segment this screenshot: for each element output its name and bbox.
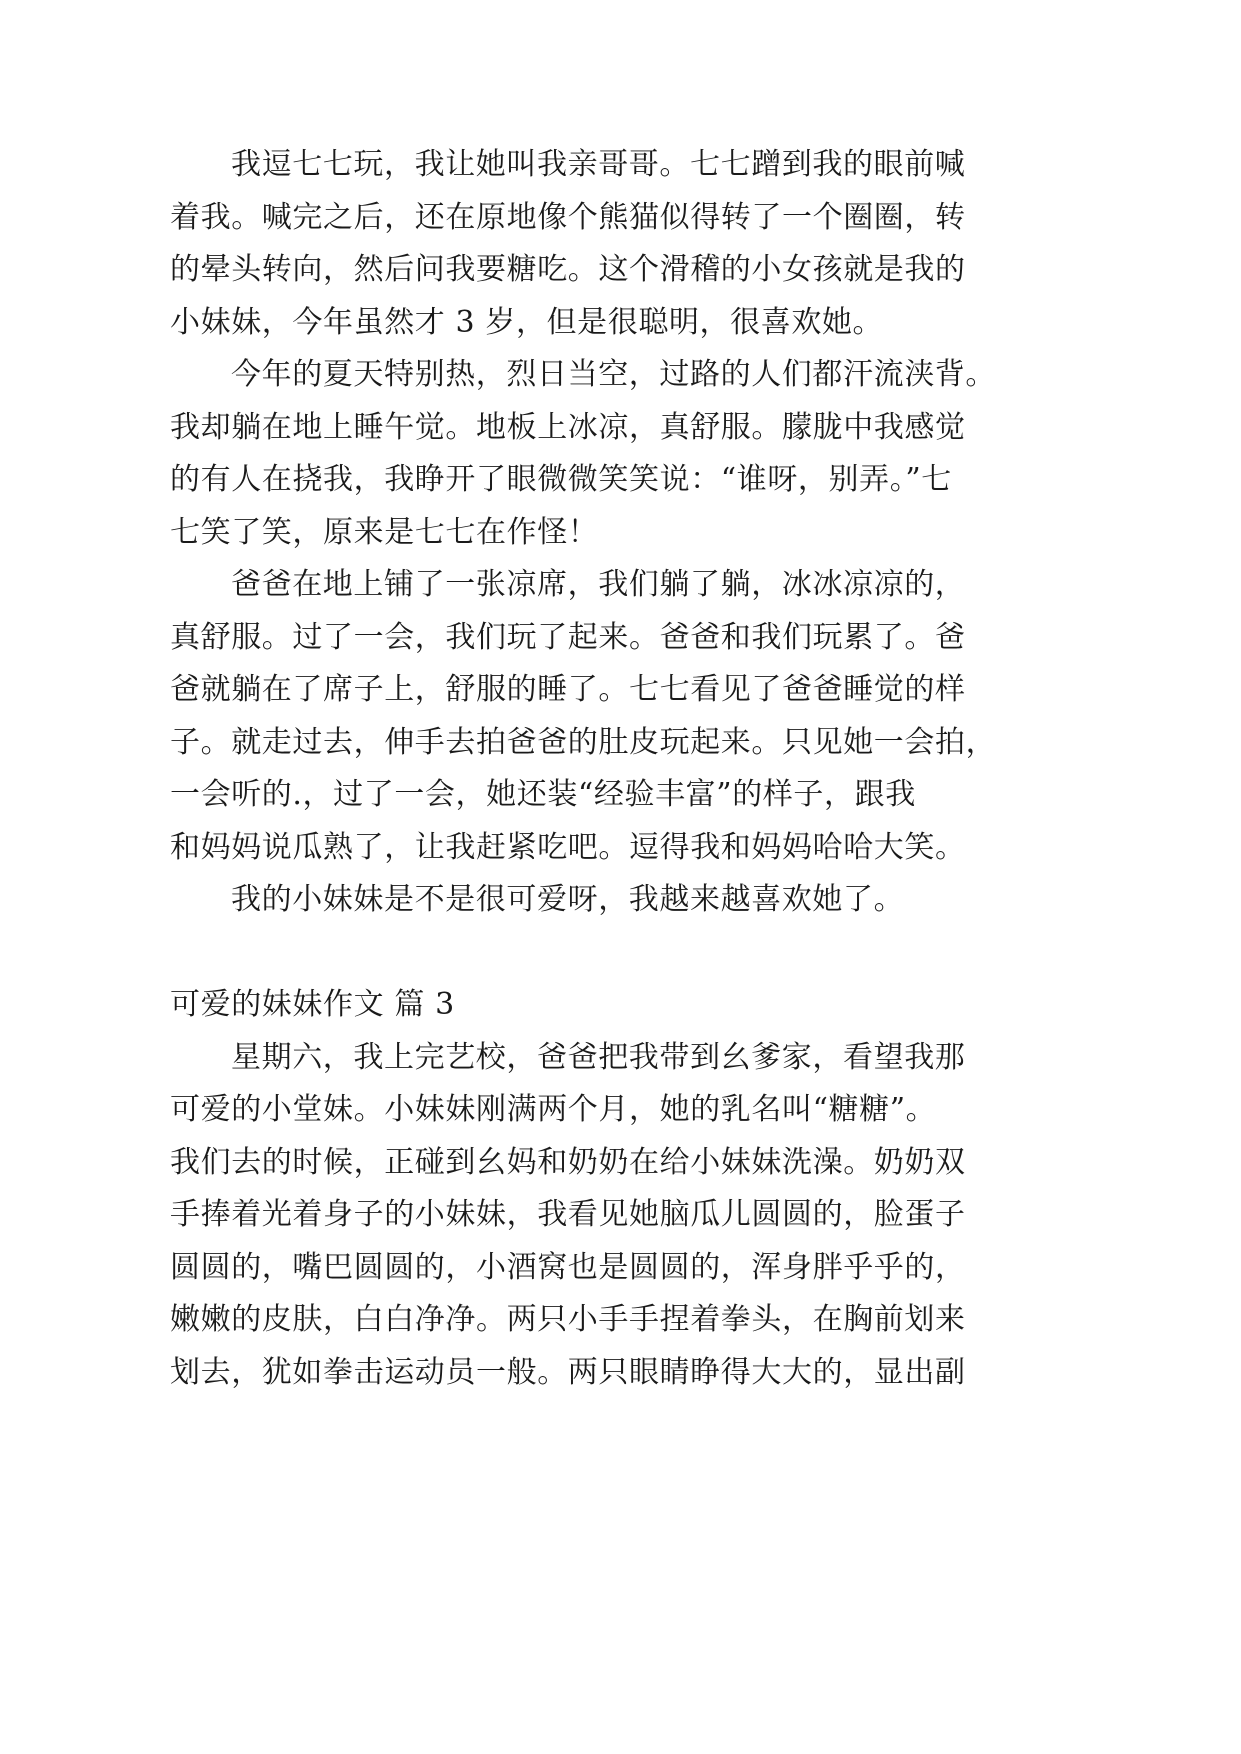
text-line: 子。就走过去，伸手去拍爸爸的肚皮玩起来。只见她一会拍， bbox=[170, 724, 997, 760]
text-line: 嫩嫩的皮肤，白白净净。两只小手手捏着拳头，在胸前划来 bbox=[170, 1302, 966, 1337]
text-line: 手捧着光着身子的小妹妹，我看见她脑瓜儿圆圆的，脸蛋子 bbox=[170, 1197, 966, 1232]
text-line: 爸就躺在了席子上，舒服的睡了。七七看见了爸爸睡觉的样 bbox=[170, 672, 966, 707]
text-line: 的有人在挠我，我睁开了眼微微笑笑说：“谁呀，别弄。”七 bbox=[170, 462, 952, 497]
text-line: 的晕头转向，然后问我要糖吃。这个滑稽的小女孩就是我的 bbox=[170, 252, 966, 287]
text-line: 真舒服。过了一会，我们玩了起来。爸爸和我们玩累了。爸 bbox=[170, 619, 966, 655]
text-line: 和妈妈说瓜熟了，让我赶紧吃吧。逗得我和妈妈哈哈大笑。 bbox=[170, 829, 966, 865]
text-line: 七笑了笑，原来是七七在作怪！ bbox=[170, 514, 599, 550]
text-line: 我的小妹妹是不是很可爱呀，我越来越喜欢她了。 bbox=[231, 882, 905, 917]
text-line: 星期六，我上完艺校，爸爸把我带到幺爹家，看望我那 bbox=[231, 1039, 966, 1075]
paragraph bbox=[170, 139, 1241, 349]
text-line: 着我。喊完之后，还在原地像个熊猫似得转了一个圈圈，转 bbox=[170, 199, 966, 235]
blank-line bbox=[170, 927, 1241, 980]
text-line: 爸爸在地上铺了一张凉席，我们躺了躺，冰冰凉凉的， bbox=[231, 567, 966, 602]
text-line: 圆圆的，嘴巴圆圆的，小酒窝也是圆圆的，浑身胖乎乎的， bbox=[170, 1249, 966, 1285]
text-line: 可爱的小堂妹。小妹妹刚满两个月，她的乳名叫“糖糖”。 bbox=[170, 1092, 937, 1127]
section-heading: 可爱的妹妹作文 篇 3 bbox=[170, 987, 455, 1022]
text-line: 我们去的时候，正碰到幺妈和奶奶在给小妹妹洗澡。奶奶双 bbox=[170, 1144, 966, 1180]
text-line: 一会听的.，过了一会，她还装“经验丰富”的样子，跟我 bbox=[170, 777, 916, 812]
text-line: 小妹妹，今年虽然才 3 岁，但是很聪明，很喜欢她。 bbox=[170, 304, 884, 340]
paragraph bbox=[170, 559, 1241, 874]
text-line: 划去，犹如拳击运动员一般。两只眼睛睁得大大的，显出副 bbox=[170, 1354, 966, 1390]
paragraph bbox=[170, 874, 1241, 927]
text-line: 我逗七七玩，我让她叫我亲哥哥。七七蹭到我的眼前喊 bbox=[231, 147, 966, 182]
text-line: 我却躺在地上睡午觉。地板上冰凉，真舒服。朦胧中我感觉 bbox=[170, 409, 966, 445]
text-line: 今年的夏天特别热，烈日当空，过路的人们都汗流浃背。 bbox=[231, 357, 996, 392]
paragraph bbox=[170, 349, 1241, 559]
paragraph bbox=[170, 1032, 1241, 1400]
